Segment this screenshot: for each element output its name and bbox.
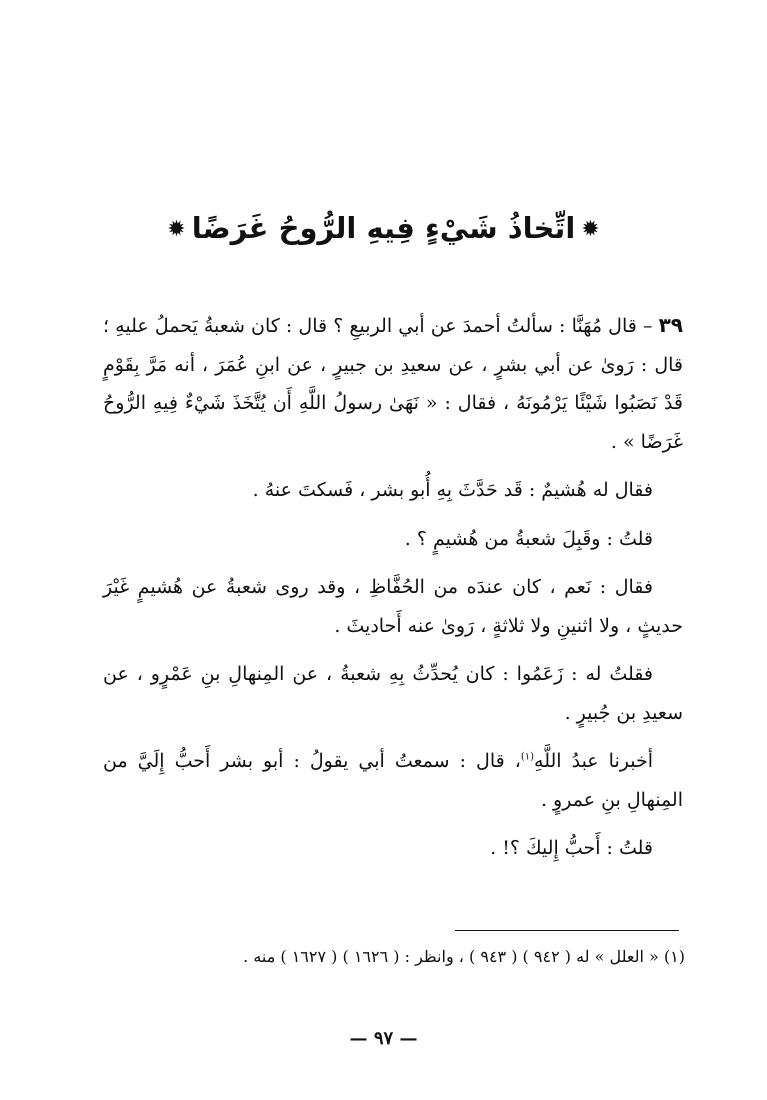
star-ornament-icon: ✹: [581, 217, 600, 242]
footnote-text: « العلل » له ( ٩٤٢ ) ( ٩٤٣ ) ، وانظر : ( ١٦٢٦ ) ( ١٦٢٧ ) منه .: [243, 947, 659, 966]
paragraph: [103, 306, 683, 461]
main-text: [103, 306, 683, 878]
paragraph-text: – قال مُهَنَّا : سألتُ أحمدَ عن أبي الربيعِ ؟ قال : كان شعبةُ يَحملُ عليهِ ؛ قال : رَوىٰ عن أبي بشرٍ ، عن سعيدِ بن جبيرٍ ، عن ابنِ عُمَرَ ، أنه مَرَّ بِقَوْمٍ قَدْ نَصَبُوا شَيْئًا يَرْمُونَهُ ، فقال : « نَهَىٰ رسولُ اللَّهِ أَن يُتَّخَذَ شَيْءٌ فِيهِ الرُّوحُ غَرَضًا » .: [103, 315, 683, 453]
footnote-marker: (١): [663, 947, 685, 966]
paragraph: قلتُ : وقَبِلَ شعبةُ من هُشيمٍ ؟ .: [404, 527, 653, 550]
chapter-heading: [0, 208, 767, 250]
chapter-title: اتِّخاذُ شَيْءٍ فِيهِ الرُّوحُ غَرَضًا: [191, 211, 576, 245]
hadith-number: ٣٩: [658, 313, 683, 337]
footnote-reference: (١): [520, 751, 535, 763]
paragraph: [103, 742, 683, 819]
page-number: — ٩٧ —: [349, 1028, 418, 1049]
paragraph: فقال له هُشيمٌ : قَد حَدَّثَ بِهِ أُبو بشر ، فَسكتَ عنهُ .: [252, 479, 653, 501]
paragraph: فقلتُ له : زَعَمُوا : كان يُحدِّثُ بِهِ شعبةُ ، عن المِنهالِ بنِ عَمْرٍو ، عن سعيدِ بن جُبيرٍ .: [103, 663, 683, 724]
star-ornament-icon: ✹: [167, 217, 186, 242]
paragraph: قلتُ : أَحبُّ إِليكَ ؟! .: [490, 837, 653, 859]
paragraph-text: ، قال : سمعتُ أبي يقولُ : أبو بشر أَحبُّ إِلَيَّ من المِنهالِ بنِ عمروٍ .: [103, 750, 683, 811]
paragraph: فقال : نَعم ، كان عندَه من الحُفَّاظِ ، وقد روى شعبةُ عن هُشيمٍ غَيْرَ حديثٍ ، ولا اثنينِ ولا ثلاثةٍ ، رَوىٰ عنه أَحاديثَ .: [103, 576, 683, 637]
footnote: [100, 938, 685, 976]
paragraph-text: أخبرنا عبدُ اللَّهِ: [534, 750, 653, 772]
footnote-divider: [455, 930, 679, 931]
